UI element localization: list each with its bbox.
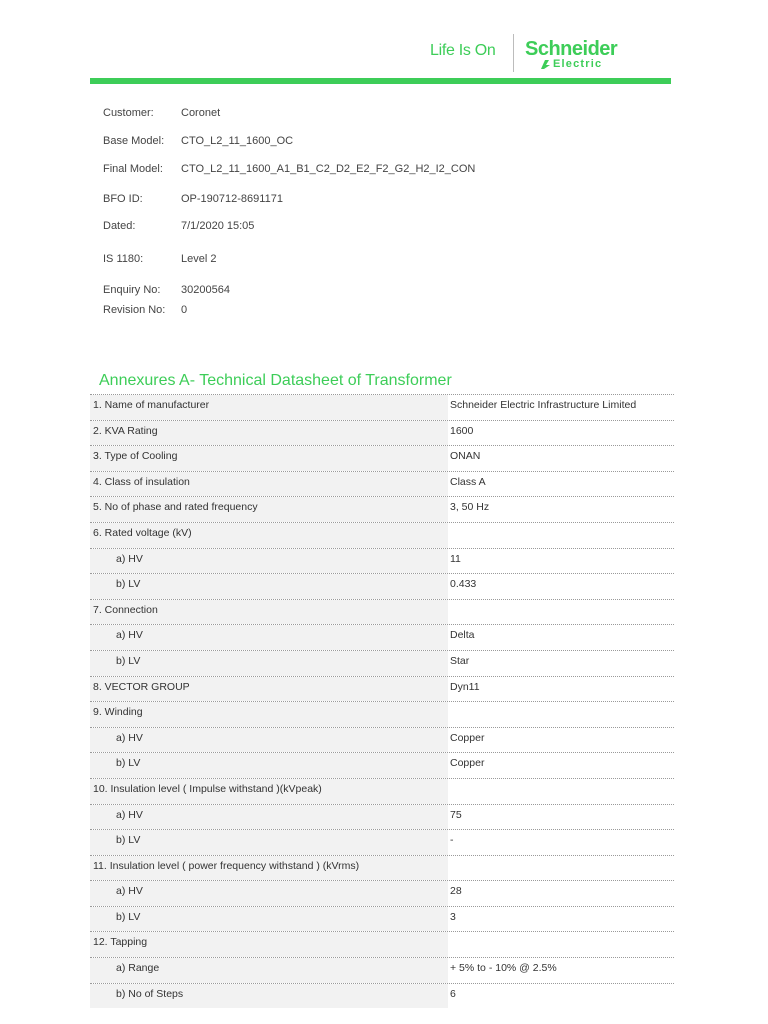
tagline: Life Is On (430, 42, 496, 59)
dated-label: Dated: (103, 220, 136, 232)
row-label: 3. Type of Cooling (90, 446, 448, 471)
table-row (90, 599, 674, 625)
table-row (90, 650, 674, 676)
row-label: b) LV (90, 907, 448, 932)
row-value (449, 523, 674, 548)
row-label: a) HV (90, 549, 448, 574)
is1180-label: IS 1180: (103, 253, 144, 265)
row-value: 3, 50 Hz (450, 501, 490, 514)
row-label: 10. Insulation level ( Impulse withstand )(kVpeak) (90, 779, 448, 804)
row-label: a) Range (90, 958, 448, 983)
revision-no-label: Revision No: (103, 304, 166, 316)
datasheet-table (90, 394, 674, 1008)
row-value: Star (450, 654, 470, 667)
table-row (90, 701, 674, 727)
row-value: 0.433 (450, 578, 477, 591)
table-row (90, 855, 674, 881)
customer-value: Coronet (181, 107, 221, 119)
bfo-id-value: OP-190712-8691171 (181, 193, 283, 205)
table-row (90, 624, 674, 650)
table-row (90, 471, 674, 497)
row-label: b) LV (90, 574, 448, 599)
enquiry-no-value: 30200564 (181, 284, 230, 296)
table-row (90, 676, 674, 702)
row-value (449, 702, 674, 727)
brand-logo-icon (539, 59, 551, 70)
table-row (90, 394, 674, 420)
bfo-id-label: BFO ID: (103, 193, 143, 205)
row-value (449, 779, 674, 804)
row-label: a) HV (90, 625, 448, 650)
row-label: b) LV (90, 651, 448, 676)
row-label: 7. Connection (90, 600, 448, 625)
row-value: Copper (450, 757, 485, 770)
row-label: a) HV (90, 805, 448, 830)
row-value: Dyn11 (450, 680, 480, 693)
customer-label: Customer: (103, 107, 154, 119)
row-label: 2. KVA Rating (90, 421, 448, 446)
revision-no-value: 0 (181, 304, 188, 316)
table-row (90, 727, 674, 753)
row-value: + 5% to - 10% @ 2.5% (450, 962, 557, 975)
dated-value: 7/1/2020 15:05 (181, 220, 255, 232)
row-value (449, 932, 674, 957)
row-label: 8. VECTOR GROUP (90, 677, 448, 702)
section-title: Annexures A- Technical Datasheet of Transformer (99, 372, 452, 389)
row-label: b) No of Steps (90, 984, 448, 1009)
row-value: 11 (450, 552, 461, 565)
table-row (90, 906, 674, 932)
row-label: b) LV (90, 753, 448, 778)
page-header (0, 0, 768, 90)
table-row (90, 957, 674, 983)
is1180-value: Level 2 (181, 253, 217, 265)
base-model-label: Base Model: (103, 135, 165, 147)
row-value: 6 (450, 987, 456, 1000)
table-row (90, 573, 674, 599)
enquiry-no-label: Enquiry No: (103, 284, 161, 296)
table-row (90, 880, 674, 906)
row-label: 4. Class of insulation (90, 472, 448, 497)
row-value: Copper (450, 731, 485, 744)
row-label: b) LV (90, 830, 448, 855)
row-value: ONAN (450, 450, 481, 463)
table-row (90, 752, 674, 778)
table-row (90, 445, 674, 471)
row-value: - (450, 834, 454, 847)
logo-divider (513, 34, 514, 72)
final-model-label: Final Model: (103, 163, 163, 175)
row-label: 5. No of phase and rated frequency (90, 497, 448, 522)
row-label: 11. Insulation level ( power frequency withstand ) (kVrms) (90, 856, 448, 881)
table-row (90, 804, 674, 830)
table-row (90, 983, 674, 1009)
header-accent-bar (90, 78, 671, 84)
brand-logo-name: Schneider (525, 38, 618, 60)
row-value: 1600 (450, 424, 474, 437)
row-value: 28 (450, 885, 462, 898)
row-value: Delta (450, 629, 475, 642)
row-value: 3 (450, 910, 456, 923)
final-model-value: CTO_L2_11_1600_A1_B1_C2_D2_E2_F2_G2_H2_I2_CON (181, 163, 476, 175)
table-row (90, 548, 674, 574)
table-row (90, 522, 674, 548)
row-value: Class A (450, 475, 486, 488)
row-label: a) HV (90, 881, 448, 906)
table-row (90, 829, 674, 855)
table-row (90, 420, 674, 446)
row-label: 12. Tapping (90, 932, 448, 957)
table-row (90, 778, 674, 804)
table-row (90, 931, 674, 957)
base-model-value: CTO_L2_11_1600_OC (181, 135, 294, 147)
row-label: 6. Rated voltage (kV) (90, 523, 448, 548)
row-label: a) HV (90, 728, 448, 753)
row-value (449, 856, 674, 881)
table-row (90, 496, 674, 522)
row-value (449, 600, 674, 625)
brand-logo-sub: Electric (553, 58, 603, 70)
row-value: Schneider Electric Infrastructure Limited (450, 399, 637, 411)
row-value: 75 (450, 808, 462, 821)
row-label: 9. Winding (90, 702, 448, 727)
row-label: 1. Name of manufacturer (90, 395, 448, 420)
